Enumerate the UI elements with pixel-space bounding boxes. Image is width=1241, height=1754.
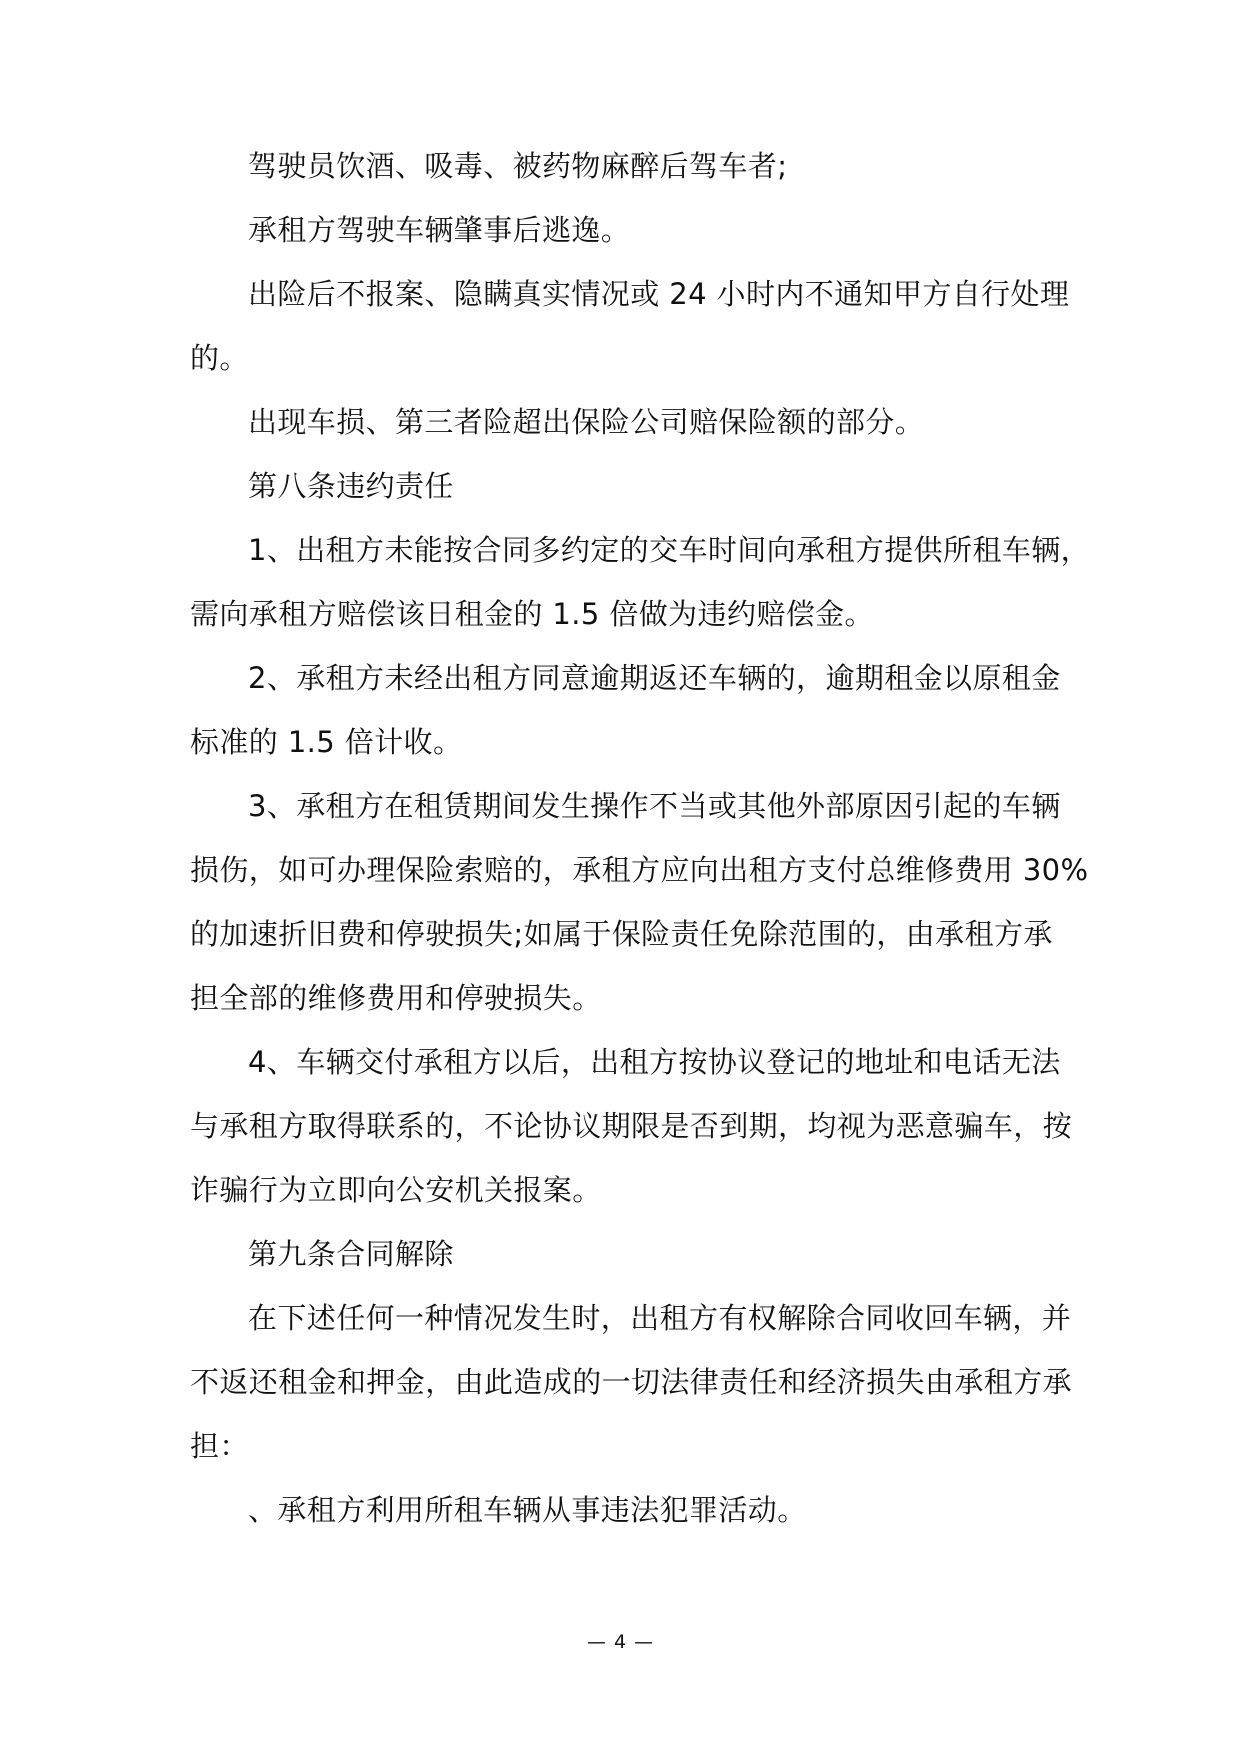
text-line: 承租方驾驶车辆肇事后逃逸。	[248, 213, 631, 247]
text-line: 3、承租方在租赁期间发生操作不当或其他外部原因引起的车辆	[248, 789, 1061, 823]
text-line: 的。	[190, 341, 249, 375]
text-line: 出现车损、第三者险超出保险公司赔保险额的部分。	[248, 405, 925, 439]
page-number: — 4 —	[586, 1631, 655, 1653]
text-line: 4、车辆交付承租方以后，出租方按协议登记的地址和电话无法	[248, 1045, 1061, 1079]
section-heading: 第八条违约责任	[248, 469, 454, 503]
text-line: 担：	[190, 1429, 249, 1463]
text-line: 标准的 1.5 倍计收。	[190, 725, 463, 759]
text-line: 驾驶员饮酒、吸毒、被药物麻醉后驾车者;	[248, 149, 788, 183]
text-line: 不返还租金和押金，由此造成的一切法律责任和经济损失由承租方承	[190, 1365, 1073, 1399]
section-heading: 第九条合同解除	[248, 1237, 454, 1271]
text-line: 的加速折旧费和停驶损失;如属于保险责任免除范围的，由承租方承	[190, 917, 1053, 951]
text-line: 损伤，如可办理保险索赔的，承租方应向出租方支付总维修费用 30%	[190, 853, 1089, 887]
text-line: 1、出租方未能按合同多约定的交车时间向承租方提供所租车辆，	[248, 533, 1091, 567]
text-line: 在下述任何一种情况发生时，出租方有权解除合同收回车辆，并	[248, 1301, 1072, 1335]
text-line: 与承租方取得联系的，不论协议期限是否到期，均视为恶意骗车，按	[190, 1109, 1073, 1143]
text-line: 2、承租方未经出租方同意逾期返还车辆的，逾期租金以原租金	[248, 661, 1061, 695]
text-line: 需向承租方赔偿该日租金的 1.5 倍做为违约赔偿金。	[190, 597, 874, 631]
text-line: 诈骗行为立即向公安机关报案。	[190, 1173, 602, 1207]
text-line: 、承租方利用所租车辆从事违法犯罪活动。	[248, 1493, 807, 1527]
text-line: 担全部的维修费用和停驶损失。	[190, 981, 602, 1015]
text-line: 出险后不报案、隐瞒真实情况或 24 小时内不通知甲方自行处理	[248, 277, 1070, 311]
